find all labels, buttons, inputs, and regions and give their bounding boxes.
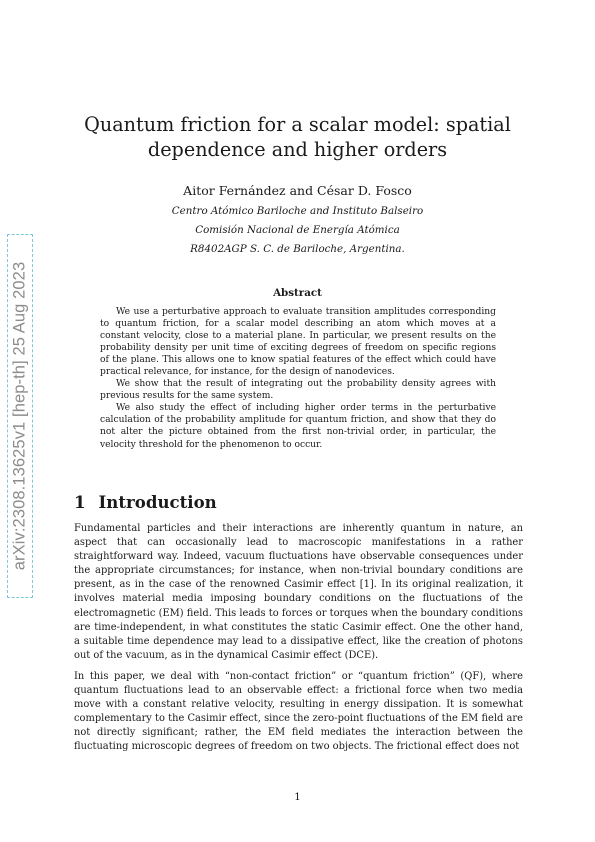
abstract-paragraph: We also study the effect of including higher order terms in the perturbative calculation of the probability amplitude for quantum friction, and show that they do not alter the picture obtained from the first non-trivial order, in particular, the velocity threshold for the phenomenon to occur.	[100, 403, 496, 450]
abstract-body	[100, 306, 496, 451]
abstract-paragraph: We use a perturbative approach to evaluate transition amplitudes corresponding to quantum friction, for a scalar model describing an atom which moves at a constant velocity, close to a material plane. In particular, we present results on the probability density per unit time of exciting degrees of freedom on specific regions of the plane. This allows one to know spatial features of the effect which could have practical relevance, for instance, for the design of nanodevices.	[100, 307, 496, 378]
abstract-heading: Abstract	[273, 287, 322, 299]
arxiv-identifier-stamp	[7, 234, 33, 598]
arxiv-identifier-text: arXiv:2308.13625v1 [hep-th] 25 Aug 2023	[10, 261, 29, 571]
page-number: 1	[294, 791, 301, 803]
affiliation-line-3: R8402AGP S. C. de Bariloche, Argentina.	[190, 243, 405, 255]
section-number: 1	[74, 492, 86, 512]
affiliation-line-1: Centro Atómico Bariloche and Instituto Balseiro	[171, 205, 424, 217]
body-paragraph: In this paper, we deal with “non-contact friction” or “quantum friction” (QF), where quantum fluctuations lead to an observable effect: a frictional force when two media move with a constant relative velocity, resulting in energy dissipation. It is somewhat complementary to the Casimir effect, since the zero-point fluctuations of the EM field are not directly significant; rather, the EM field mediates the interaction between the fluctuating microscopic degrees of freedom on two objects. The frictional effect does not	[74, 670, 523, 753]
authors: Aitor Fernández and César D. Fosco	[183, 183, 412, 198]
paper-title: Quantum friction for a scalar model: spatial dependence and higher orders	[84, 113, 511, 161]
abstract-paragraph: We show that the result of integrating out the probability density agrees with previous results for the same system.	[100, 379, 496, 402]
affiliation-line-2: Comisión Nacional de Energía Atómica	[195, 224, 400, 236]
section-heading-introduction	[74, 492, 217, 512]
body-paragraph: Fundamental particles and their interactions are inherently quantum in nature, an aspect that can occasionally lead to macroscopic manifestations in a rather straightforward way. Indeed, vacuum fluctuations have observable consequences under the appropriate circumstances; for instance, when non-trivial boundary conditions are present, as in the case of the renowned Casimir effect [1]. In its original realization, it involves material media imposing boundary conditions on the fluctuations of the electromagnetic (EM) field. This leads to forces or torques when the boundary conditions are time-independent, in what constitutes the static Casimir effect. One the other hand, a suitable time dependence may lead to a dissipative effect, like the creation of photons out of the vacuum, as in the dynamical Casimir effect (DCE).	[74, 523, 523, 661]
introduction-body	[74, 522, 523, 762]
section-title: Introduction	[98, 492, 217, 512]
